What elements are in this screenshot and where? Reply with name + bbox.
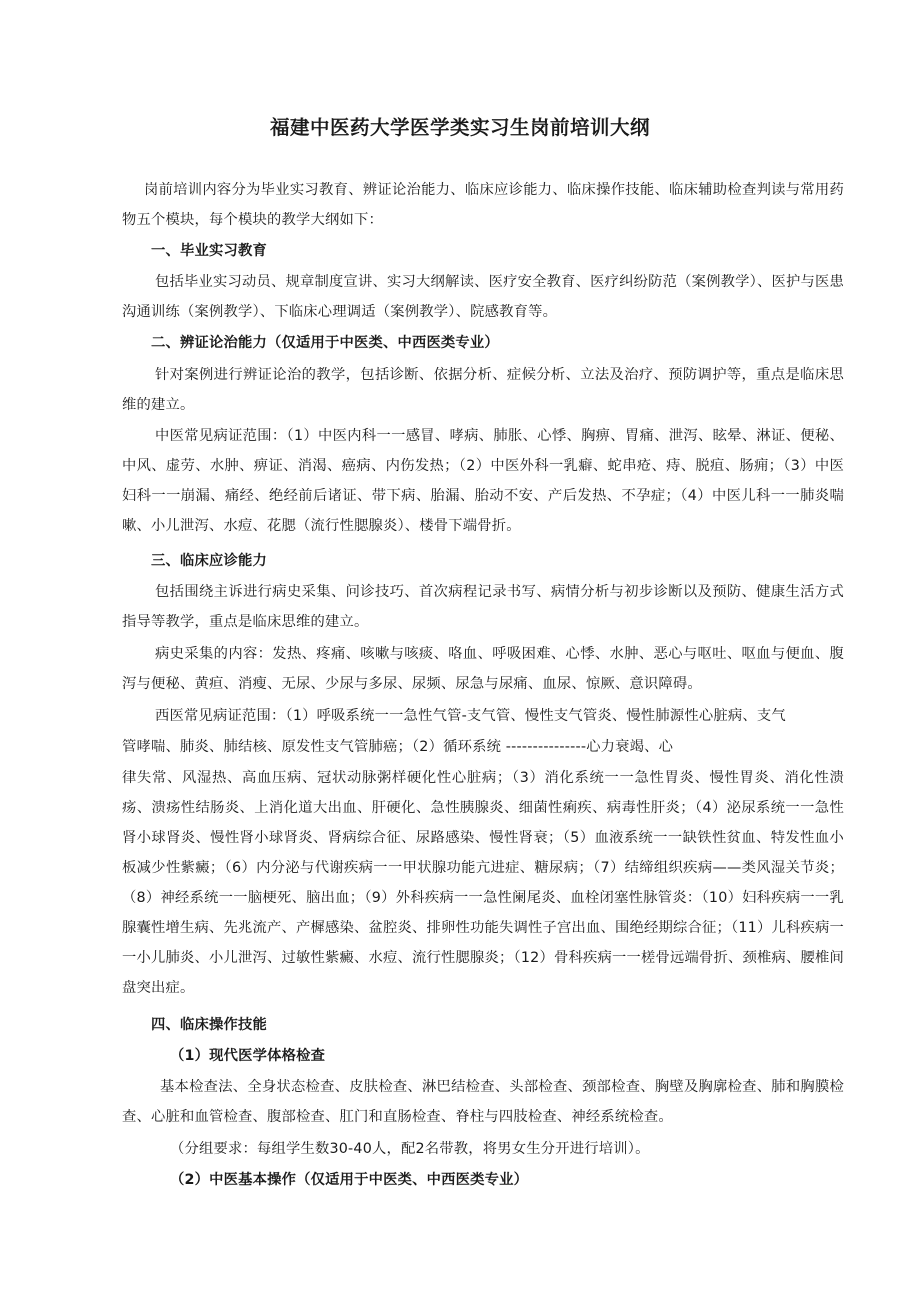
section-1-heading: 一、毕业实习教育 bbox=[151, 243, 267, 259]
section-3-paragraph-3-line-1: 西医常见病证范围：（1）呼吸系统一一急性气管-支气管、慢性支气管炎、慢性肺源性心脏病、支气 bbox=[155, 708, 786, 724]
section-4-subheading-2: （2）中医基本操作（仅适用于中医类、中西医类专业） bbox=[170, 1172, 529, 1188]
section-4-paragraph-2: （分组要求：每组学生数30-40人，配2名带教，将男女生分开进行培训）。 bbox=[170, 1141, 650, 1157]
section-2-paragraph-2: 中医常见病证范围：（1）中医内科一一感冒、哮病、肺胀、心悸、胸痹、胃痛、泄泻、眩晕、淋证、便秘、中风、虚劳、水肿、痹证、消渴、癌病、内伤发热；（2）中医外科一乳癖、蛇串疮、痔、脱疽、肠痈；（3）中医妇科一一崩漏、痛经、绝经前后诸证、带下病、胎漏、胎动不安、产后发热、不孕症；（4）中医儿科一一肺炎喘嗽、小儿泄泻、水痘、花腮（流行性腮腺炎）、楼骨下端骨折。 bbox=[122, 428, 844, 534]
section-1-paragraph: 包括毕业实习动员、规章制度宣讲、实习大纲解读、医疗安全教育、医疗纠纷防范（案例教学）、医护与医患沟通训练（案例教学）、下临床心理调适（案例教学）、院感教育等。 bbox=[122, 274, 844, 320]
section-3-paragraph-3-line-2: 管哮喘、肺炎、肺结核、原发性支气管肺癌；（2）循环系统 ---------------心力衰竭、心 bbox=[122, 739, 674, 755]
section-4-subheading-1: （1）现代医学体格检查 bbox=[170, 1048, 326, 1064]
section-3-paragraph-3-rest: 律失常、风湿热、高血压病、冠状动脉粥样硬化性心脏病；（3）消化系统一一急性胃炎、慢性胃炎、消化性溃疡、溃疡性结肠炎、上消化道大出血、肝硬化、急性胰腺炎、细菌性痢疾、病毒性肝炎；（4）泌尿系统一一急性肾小球肾炎、慢性肾小球肾炎、肾病综合征、尿路感染、慢性肾衰；（5）血液系统一一缺铁性贫血、特发性血小板减少性紫癜；（6）内分泌与代谢疾病一一甲状腺功能亢进症、糖尿病；（7）结缔组织疾病——类风湿关节炎；（8）神经系统一一脑梗死、脑出血；（9）外科疾病一一急性阑尾炎、血栓闭塞性脉管炎：（10）妇科疾病一一乳腺囊性增生病、先兆流产、产樨感染、盆腔炎、排卵性功能失调性子宫出血、围绝经期综合征；（11）儿科疾病一一小儿肺炎、小儿泄泻、过敏性紫癜、水痘、流行性腮腺炎；（12）骨科疾病一一槎骨远端骨折、颈椎病、腰椎间盘突出症。 bbox=[122, 770, 844, 996]
section-2-paragraph-1: 针对案例进行辨证论治的教学，包括诊断、依据分析、症候分析、立法及治疗、预防调护等，重点是临床思维的建立。 bbox=[122, 367, 844, 413]
intro-paragraph: 岗前培训内容分为毕业实习教育、辨证论治能力、临床应诊能力、临床操作技能、临床辅助检查判读与常用药物五个模块，每个模块的教学大纲如下： bbox=[122, 182, 844, 228]
section-3-paragraph-2: 病史采集的内容：发热、疼痛、咳嗽与咳痰、咯血、呼吸困难、心悸、水肿、恶心与呕吐、呕血与便血、腹泻与便秘、黄疸、消瘦、无尿、少尿与多尿、尿频、尿急与尿痛、血尿、惊厥、意识障碍。 bbox=[122, 646, 844, 692]
section-3-heading: 三、临床应诊能力 bbox=[151, 553, 267, 569]
section-4-heading: 四、临床操作技能 bbox=[151, 1017, 267, 1033]
section-3-paragraph-1: 包括围绕主诉进行病史采集、问诊技巧、首次病程记录书写、病情分析与初步诊断以及预防、健康生活方式指导等教学，重点是临床思维的建立。 bbox=[122, 584, 844, 630]
section-2-heading: 二、辨证论治能力（仅适用于中医类、中西医类专业） bbox=[151, 335, 499, 351]
section-4-paragraph-1: 基本检查法、全身状态检查、皮肤检查、淋巴结检查、头部检查、颈部检查、胸壁及胸廓检查、肺和胸膜检查、心脏和血管检查、腹部检查、肛门和直肠检查、脊柱与四肢检查、神经系统检查。 bbox=[122, 1079, 844, 1125]
document-title: 福建中医药大学医学类实习生岗前培训大纲 bbox=[269, 116, 650, 139]
